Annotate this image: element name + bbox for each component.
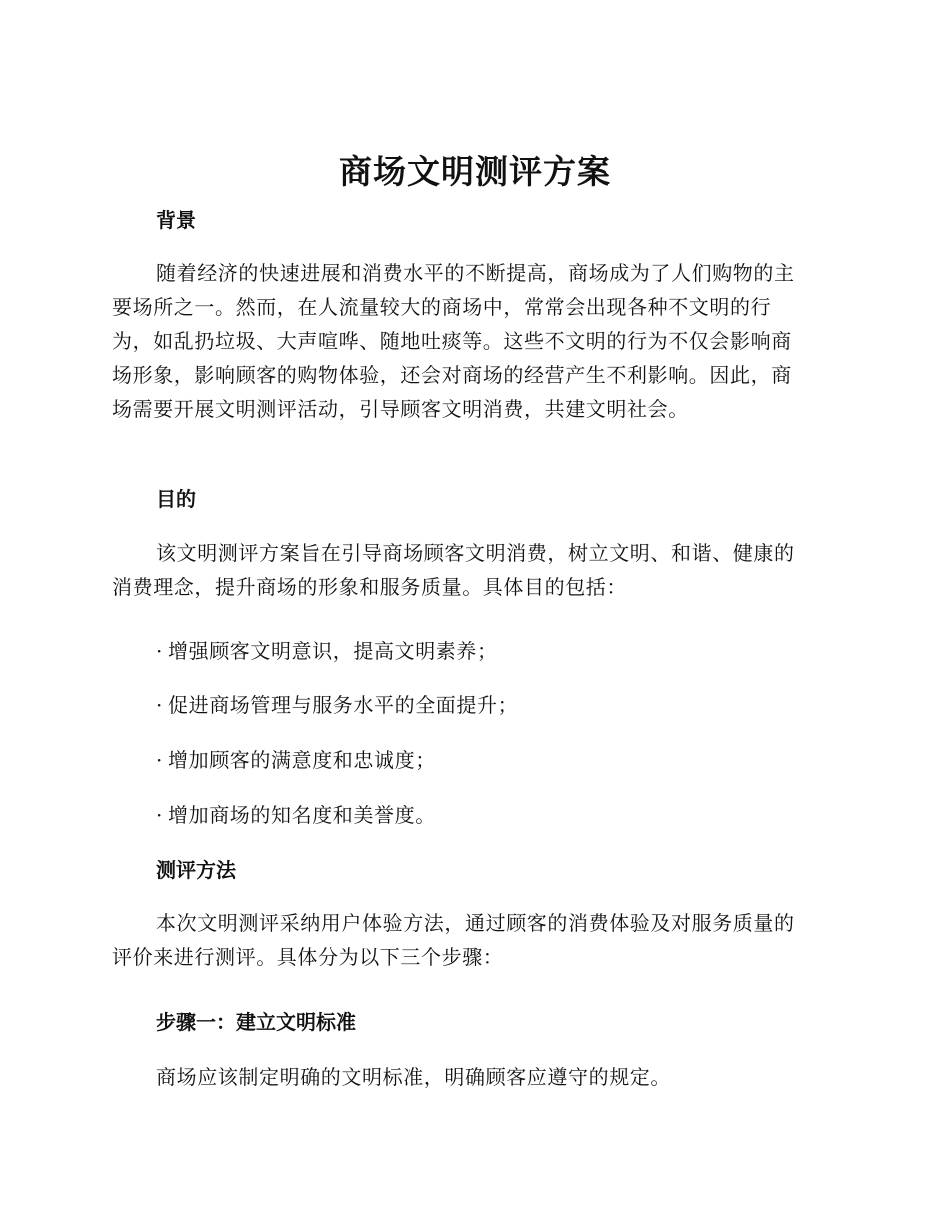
paragraph-line: 该文明测评方案旨在引导商场顾客文明消费，树立文明、和谐、健康的 xyxy=(156,541,795,565)
bullet-marker: · xyxy=(156,693,163,717)
bullet-item xyxy=(156,800,436,830)
heading-step1: 步骤一：建立文明标准 xyxy=(156,1010,356,1034)
paragraph-purpose xyxy=(112,536,834,604)
paragraph-line: 要场所之一。然而，在人流量较大的商场中，常常会出现各种不文明的行 xyxy=(112,295,772,319)
bullet-marker: · xyxy=(156,639,163,663)
heading-purpose: 目的 xyxy=(156,487,196,511)
bullet-text: 增加顾客的满意度和忠诚度； xyxy=(168,748,436,772)
paragraph-step1 xyxy=(112,1060,834,1094)
paragraph-line: 场形象，影响顾客的购物体验，还会对商场的经营产生不利影响。因此，商 xyxy=(112,363,792,387)
bullet-item xyxy=(156,690,518,720)
paragraph-line: 评价来进行测评。具体分为以下三个步骤： xyxy=(112,945,504,969)
bullet-marker: · xyxy=(156,748,163,772)
paragraph-line: 消费理念，提升商场的形象和服务质量。具体目的包括： xyxy=(112,575,627,599)
paragraph-line: 为，如乱扔垃圾、大声喧哗、随地吐痰等。这些不文明的行为不仅会影响商 xyxy=(112,329,792,353)
bullet-item xyxy=(156,745,436,775)
paragraph-line: 场需要开展文明测评活动，引导顾客文明消费，共建文明社会。 xyxy=(112,397,689,421)
bullet-text: 增强顾客文明意识，提高文明素养； xyxy=(168,639,498,663)
bullet-text: 增加商场的知名度和美誉度。 xyxy=(168,803,436,827)
document-title: 商场文明测评方案 xyxy=(339,152,611,191)
bullet-text: 促进商场管理与服务水平的全面提升； xyxy=(168,693,519,717)
paragraph-line: 本次文明测评采纳用户体验方法，通过顾客的消费体验及对服务质量的 xyxy=(156,911,795,935)
bullet-marker: · xyxy=(156,803,163,827)
paragraph-method xyxy=(112,906,834,974)
bullet-item xyxy=(156,636,498,666)
paragraph-line: 随着经济的快速进展和消费水平的不断提高，商场成为了人们购物的主 xyxy=(156,261,795,285)
heading-background: 背景 xyxy=(156,208,196,232)
paragraph-background xyxy=(112,256,834,426)
heading-method: 测评方法 xyxy=(156,858,236,882)
paragraph-line: 商场应该制定明确的文明标准，明确顾客应遵守的规定。 xyxy=(156,1065,671,1089)
